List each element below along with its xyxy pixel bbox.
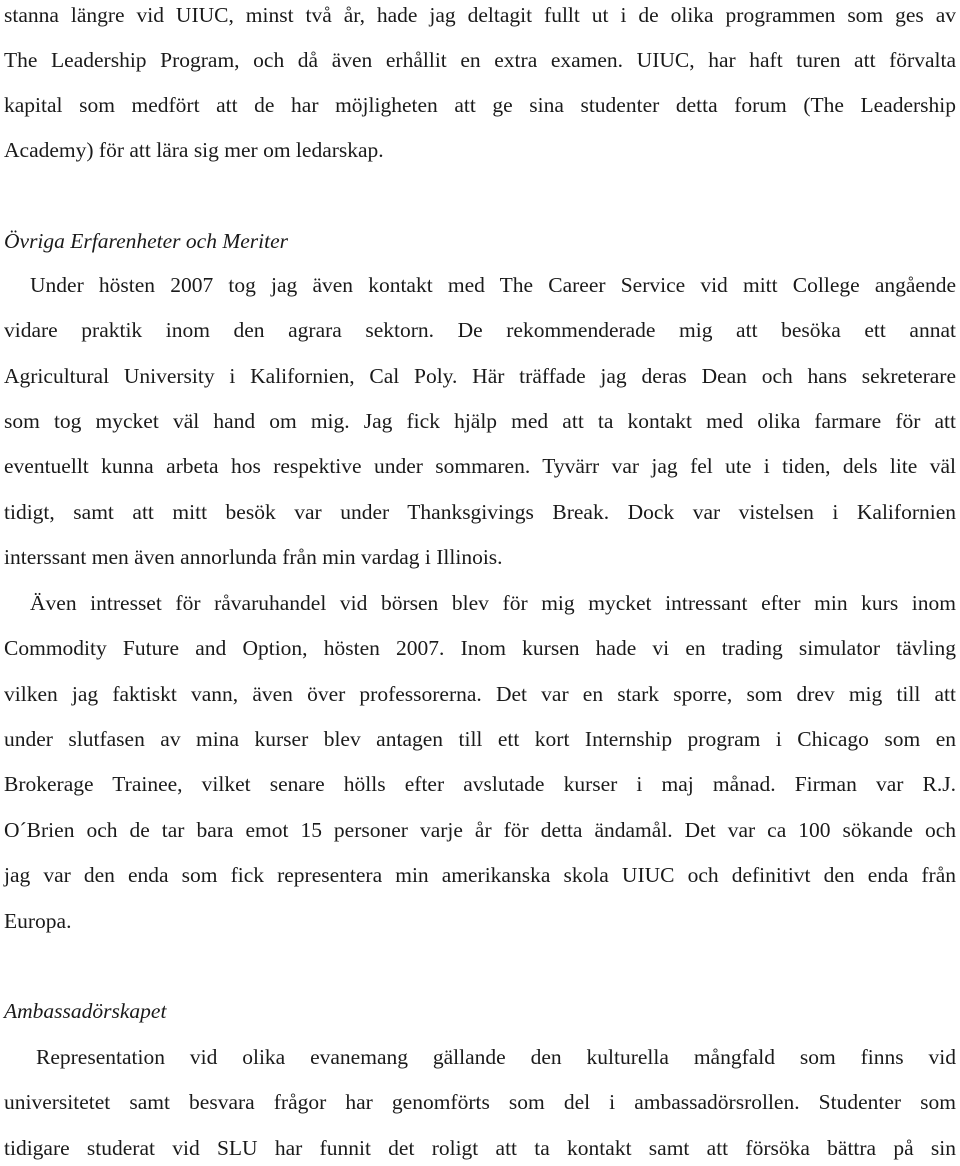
section1-para1-line-4: som tog mycket väl hand om mig. Jag fick hjälp med att ta kontakt med olika farmare för att (4, 409, 956, 433)
intro-line-4: Academy) för att lära sig mer om ledarskap. (4, 138, 384, 162)
section1-para1-line-7: interssant men även annorlunda från min vardag i Illinois. (4, 545, 503, 569)
section1-para1-line-6: tidigt, samt att mitt besök var under Thanksgivings Break. Dock var vistelsen i Kalifornien (4, 500, 956, 524)
section1-para2-line-3: vilken jag faktiskt vann, även över professorerna. Det var en stark sporre, som drev mig till att (4, 682, 956, 706)
section1-para2-line-4: under slutfasen av mina kurser blev antagen till ett kort Internship program i Chicago som en (4, 727, 956, 751)
section1-para2-line-8: Europa. (4, 909, 72, 933)
section1-para1-line-2: vidare praktik inom den agrara sektorn. De rekommenderade mig att besöka ett annat (4, 318, 956, 342)
section1-para2-line-5: Brokerage Trainee, vilket senare hölls efter avslutade kurser i maj månad. Firman var R.J. (4, 772, 956, 796)
section1-para2-line-2: Commodity Future and Option, hösten 2007. Inom kursen hade vi en trading simulator tävling (4, 636, 956, 660)
section1-para1-line-1: Under hösten 2007 tog jag även kontakt med The Career Service vid mitt College angående (30, 273, 956, 297)
section1-para2-line-7: jag var den enda som fick representera min amerikanska skola UIUC och definitivt den enda från (4, 863, 956, 887)
intro-line-2: The Leadership Program, och då även erhållit en extra examen. UIUC, har haft turen att förvalta (4, 48, 956, 72)
section-heading-ovriga-erfarenheter: Övriga Erfarenheter och Meriter (4, 229, 289, 253)
section-heading-ambassadorskapet: Ambassadörskapet (4, 999, 167, 1023)
intro-line-1: stanna längre vid UIUC, minst två år, hade jag deltagit fullt ut i de olika programmen som ges av (4, 3, 956, 27)
section2-para1-line-2: universitetet samt besvara frågor har genomförts som del i ambassadörsrollen. Studenter som (4, 1090, 956, 1114)
section1-para2-line-6: O´Brien och de tar bara emot 15 personer varje år för detta ändamål. Det var ca 100 sökande och (4, 818, 956, 842)
section2-para1-line-3: tidigare studerat vid SLU har funnit det roligt att ta kontakt samt att försöka bättra på sin (4, 1136, 956, 1160)
section1-para1-line-3: Agricultural University i Kalifornien, Cal Poly. Här träffade jag deras Dean och hans sekreterare (4, 364, 956, 388)
section2-para1-line-1: Representation vid olika evanemang gällande den kulturella mångfald som finns vid (36, 1045, 956, 1069)
intro-line-3: kapital som medfört att de har möjligheten att ge sina studenter detta forum (The Leadership (4, 93, 956, 117)
section1-para1-line-5: eventuellt kunna arbeta hos respektive under sommaren. Tyvärr var jag fel ute i tiden, dels lite väl (4, 454, 956, 478)
section1-para2-line-1: Även intresset för råvaruhandel vid börsen blev för mig mycket intressant efter min kurs inom (30, 591, 956, 615)
